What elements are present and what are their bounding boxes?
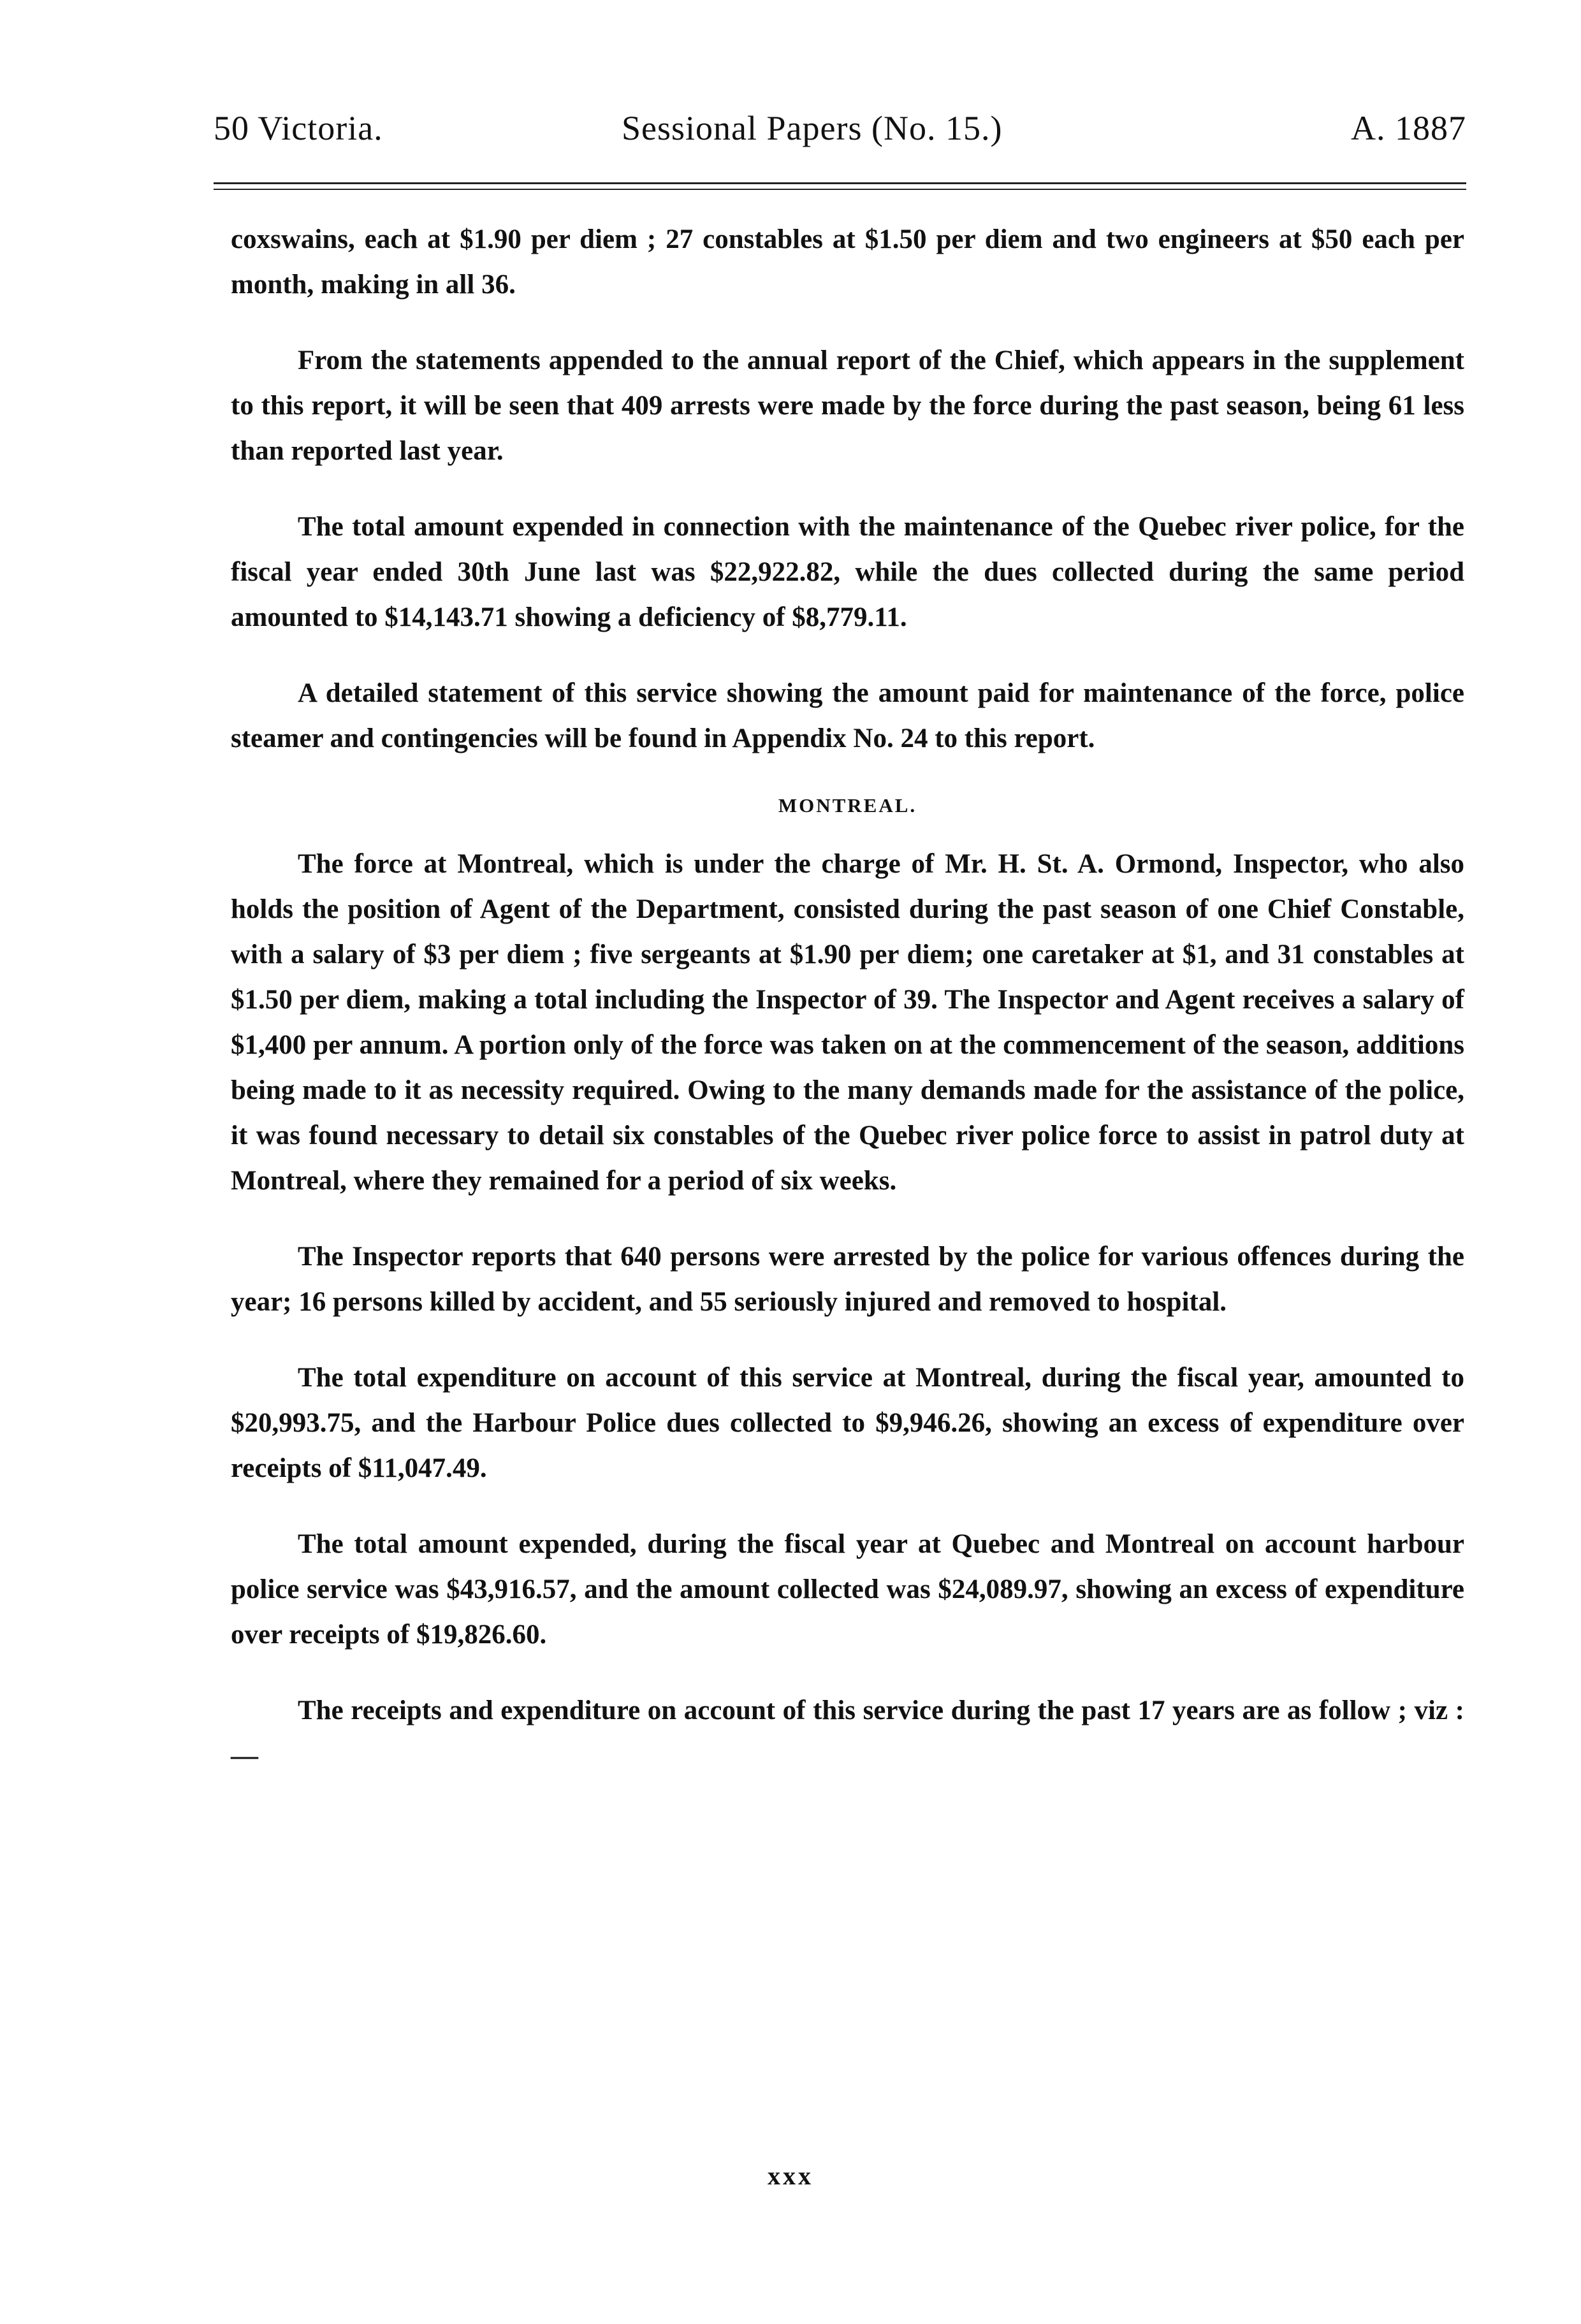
- header-title: Sessional Papers (No. 15.): [622, 109, 1003, 147]
- header-rule-top: [214, 182, 1466, 184]
- paragraph-montreal-arrests: The Inspector reports that 640 persons were arrested by the police for various offences during the year; 16 persons killed by accident, and 55 seriously injured and removed to hospital.: [231, 1242, 1464, 1317]
- section-heading-montreal: MONTREAL.: [778, 794, 917, 817]
- header-rule-bottom: [214, 189, 1466, 190]
- paragraph-coxswains: coxswains, each at $1.90 per diem ; 27 constables at $1.50 per diem and two engineers at $50 each per month, making in all 36.: [231, 224, 1464, 300]
- paragraph-arrests-quebec: From the statements appended to the annual report of the Chief, which appears in the supplement to this report, it will be seen that 409 arrests were made by the force during the past season, being 61 less than reported last year.: [231, 345, 1464, 466]
- header-session: 50 Victoria.: [214, 109, 383, 147]
- paragraph-quebec-expenditure: The total amount expended in connection with the maintenance of the Quebec river police, for the fiscal year ended 30th June last was $22,922.82, while the dues collected during the same period amounted to $14,143.71 showing a deficiency of $8,779.11.: [231, 512, 1464, 632]
- paragraph-montreal-force: The force at Montreal, which is under the charge of Mr. H. St. A. Ormond, Inspector, who also holds the position of Agent of the Department, consisted during the past season of one Chief Constable, with a salary of $3 per diem ; five sergeants at $1.90 per diem; one caretaker at $1, and 31 constables at $1.50 per diem, making a total including the Inspector of 39. The Inspector and Agent receives a salary of $1,400 per annum. A portion only of the force was taken on at the commencement of the season, additions being made to it as necessity required. Owing to the many demands made for the assistance of the police, it was found necessary to detail six constables of the Quebec river police force to assist in patrol duty at Montreal, where they remained for a period of six weeks.: [231, 849, 1464, 1196]
- paragraph-montreal-expenditure: The total expenditure on account of this service at Montreal, during the fiscal year, amounted to $20,993.75, and the Harbour Police dues collected to $9,946.26, showing an excess of expenditure over receipts of $11,047.49.: [231, 1363, 1464, 1483]
- document-body: [231, 217, 1464, 1809]
- page-header: [214, 108, 1466, 159]
- paragraph-receipts-intro: The receipts and expenditure on account of this service during the past 17 years are as follow ; viz :—: [231, 1696, 1464, 1771]
- paragraph-total-expenditure: The total amount expended, during the fiscal year at Quebec and Montreal on account harbour police service was $43,916.57, and the amount collected was $24,089.97, showing an excess of expenditure over receipts of $19,826.60.: [231, 1529, 1464, 1650]
- page-number: xxx: [768, 2161, 813, 2190]
- header-series: A. 1887: [1351, 109, 1466, 147]
- paragraph-appendix-reference: A detailed statement of this service showing the amount paid for maintenance of the force, police steamer and contingencies will be found in Appendix No. 24 to this report.: [231, 678, 1464, 753]
